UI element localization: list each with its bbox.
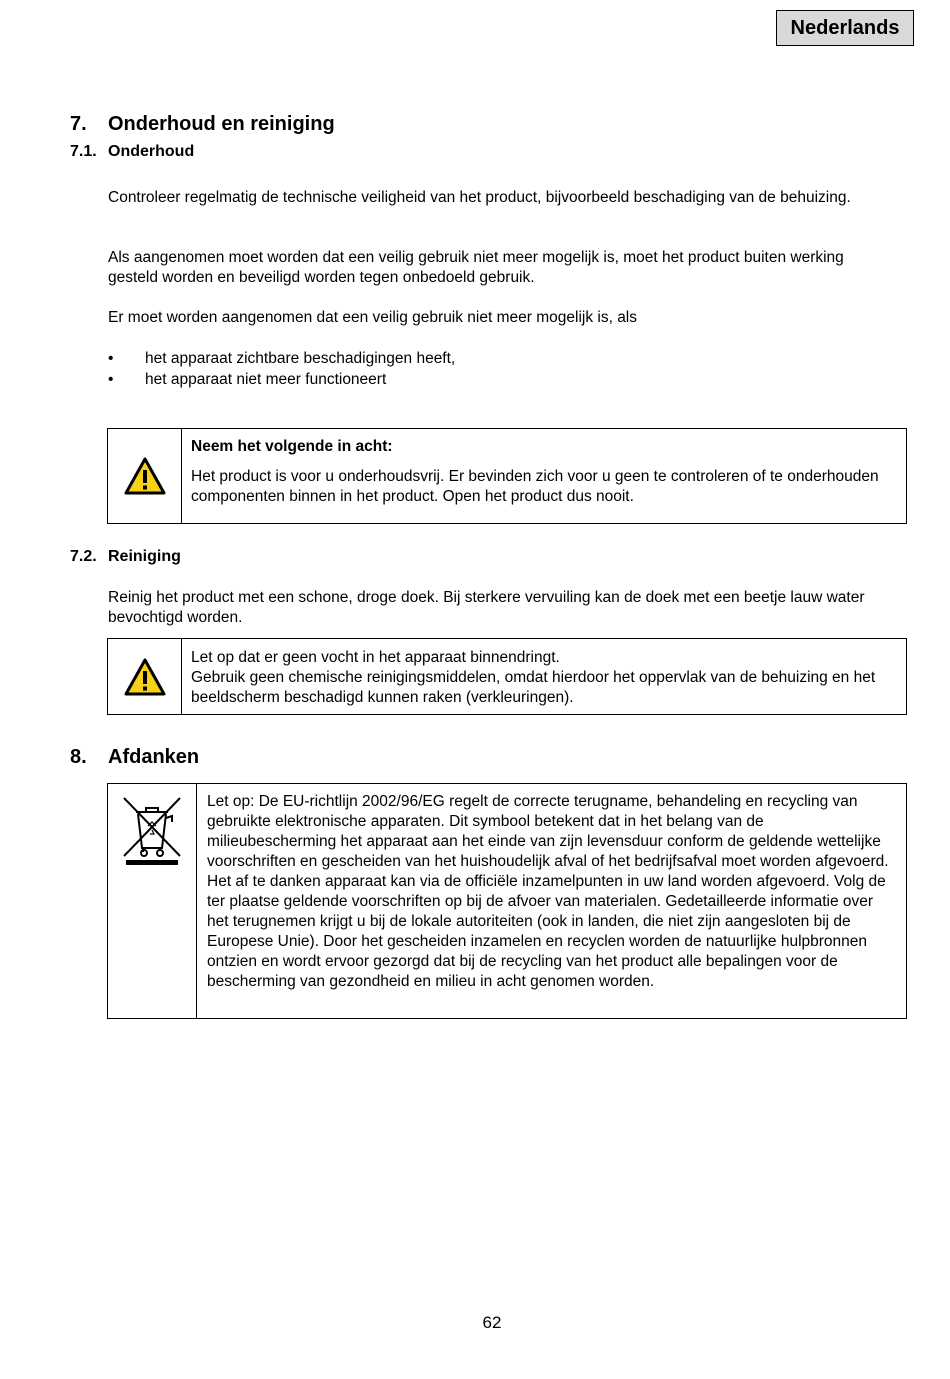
section-7-number: 7.	[70, 113, 87, 135]
bullet-icon: •	[108, 350, 114, 367]
section-7-2-title: Reiniging	[108, 548, 181, 565]
notice-line-chemicals: Gebruik geen chemische reinigingsmiddelen, omdat hierdoor het oppervlak van de behuizing en het beeldscherm beschadigd kunnen raken (verkleuringen).	[191, 669, 876, 706]
wheelie-bin-crossed-icon	[108, 784, 197, 1018]
disposal-text: Let op: De EU-richtlijn 2002/96/EG regelt de correcte terugname, behandeling en recycling van gebruikte elektronische apparaten. Dit symbool betekent dat in het belang van de milieubescherming het apparaat aan het einde van zijn levensduur conform de geldende wettelijke voorschriften en gescheiden van het huishoudelijk afval of het bedrijfsafval moet worden afgevoerd. Het af te danken apparaat kan via de officiële inzamelpunten in uw land worden afgevoerd. Volg de ter plaatse geldende voorschriften op bij de afvoer van materialen. Gedetailleerde informatie over het terugnemen krijgt u bij de lokale autoriteiten (ook in landen, die niet zijn aangesloten bij de Europese Unie). Door het gescheiden inzamelen en recyclen worden de natuurlijke hulpbronnen ontzien en wordt ervoor gezorgd dat bij de recycling van het product alle bepalingen voor de bescherming van gezondheid en milieu in acht genomen worden.	[207, 793, 889, 990]
disposal-notice	[107, 783, 907, 1019]
cleaning-notice	[107, 638, 907, 715]
section-7-1-number: 7.1.	[70, 143, 97, 160]
section-7-title: Onderhoud en reiniging	[108, 113, 335, 135]
notice-line-moisture: Let op dat er geen vocht in het apparaat binnendringt.	[191, 649, 560, 666]
page-number: 62	[482, 1313, 502, 1332]
section-7-1-title: Onderhoud	[108, 143, 195, 160]
paragraph-conditions: Er moet worden aangenomen dat een veilig gebruik niet meer mogelijk is, als	[108, 309, 638, 326]
bullet-icon: •	[108, 371, 114, 388]
notice-heading: Neem het volgende in acht:	[191, 438, 393, 455]
notice-text: Het product is voor u onderhoudsvrij. Er bevinden zich voor u geen te controleren of te onderhouden componenten binnen in het product. Open het product dus nooit.	[191, 468, 879, 505]
section-7-2-number: 7.2.	[70, 548, 97, 565]
language-tab: Nederlands	[776, 10, 914, 46]
warning-icon	[108, 639, 182, 714]
section-8-number: 8.	[70, 746, 87, 768]
maintenance-notice	[107, 428, 907, 524]
paragraph-inspection: Controleer regelmatig de technische veiligheid van het product, bijvoorbeeld beschadiging van de behuizing.	[108, 189, 851, 206]
warning-icon	[108, 429, 182, 523]
paragraph-safe-use: Als aangenomen moet worden dat een veilig gebruik niet meer mogelijk is, moet het product buiten werking gesteld worden en beveiligd worden tegen onbedoeld gebruik.	[108, 249, 844, 286]
section-8-title: Afdanken	[108, 746, 200, 768]
paragraph-cleaning: Reinig het product met een schone, droge doek. Bij sterkere vervuiling kan de doek met een beetje lauw water bevochtigd worden.	[108, 589, 865, 626]
